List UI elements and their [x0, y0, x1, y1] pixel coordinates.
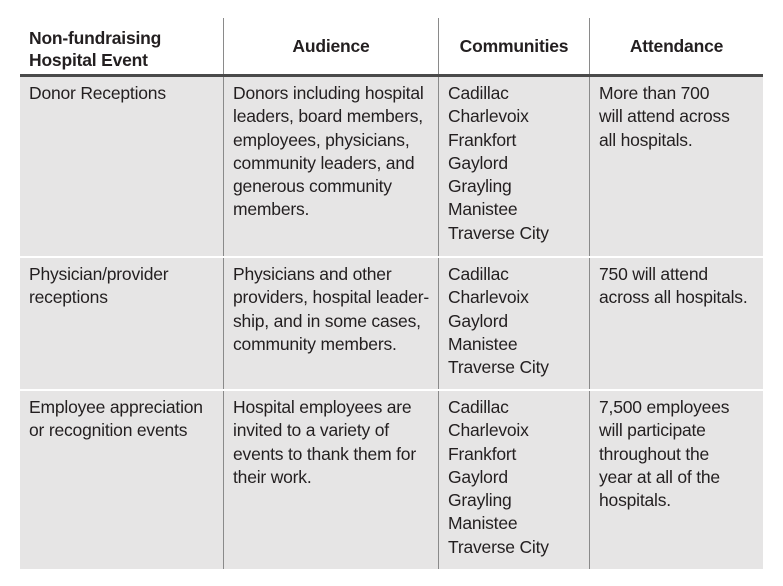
- attendance-line: all hospitals.: [599, 129, 693, 150]
- audience-line: events to thank them for: [233, 443, 416, 464]
- audience-line: employees, physicians,: [233, 129, 410, 150]
- community-item: Manistee: [448, 513, 518, 534]
- table-row: [20, 258, 763, 391]
- audience-cell: [223, 258, 438, 389]
- attendance-cell: [589, 391, 763, 569]
- attendance-cell: [589, 258, 763, 389]
- community-item: Cadillac: [448, 397, 509, 417]
- community-item: Charlevoix: [448, 287, 529, 308]
- audience-line: Hospital employees are: [233, 397, 412, 417]
- attendance-cell: [589, 77, 763, 256]
- audience-line: community members.: [233, 333, 397, 354]
- audience-line: Donors including hospital: [233, 83, 424, 103]
- community-item: Grayling: [448, 490, 512, 511]
- header-attendance: Attendance: [589, 18, 763, 74]
- event-cell: [20, 258, 223, 389]
- community-item: Grayling: [448, 176, 512, 197]
- header-communities: Communities: [438, 18, 589, 74]
- attendance-line: hospitals.: [599, 490, 671, 511]
- communities-cell: [438, 391, 589, 569]
- community-item: Charlevoix: [448, 106, 529, 127]
- community-item: Traverse City: [448, 536, 549, 557]
- audience-cell: [223, 77, 438, 256]
- event-line: Employee appreciation: [29, 397, 203, 417]
- events-table: [20, 18, 763, 571]
- event-line: or recognition events: [29, 420, 188, 441]
- community-item: Gaylord: [448, 466, 508, 487]
- community-item: Cadillac: [448, 83, 509, 103]
- audience-line: ship, and in some cases,: [233, 310, 421, 331]
- audience-line: invited to a variety of: [233, 420, 389, 441]
- table-row: [20, 77, 763, 258]
- community-item: Gaylord: [448, 152, 508, 173]
- table-header-row: [20, 18, 763, 77]
- header-event-line1: Non-fundraising: [29, 28, 162, 48]
- community-item: Frankfort: [448, 443, 517, 464]
- attendance-line: year at all of the: [599, 466, 720, 487]
- audience-line: community leaders, and: [233, 152, 415, 173]
- audience-line: their work.: [233, 466, 312, 487]
- event-line: receptions: [29, 287, 108, 308]
- header-audience: Audience: [223, 18, 438, 74]
- community-item: Manistee: [448, 333, 518, 354]
- attendance-line: across all hospitals.: [599, 287, 748, 308]
- event-cell: [20, 77, 223, 256]
- audience-line: members.: [233, 199, 310, 220]
- community-item: Gaylord: [448, 310, 508, 331]
- attendance-line: 7,500 employees: [599, 397, 730, 417]
- community-item: Frankfort: [448, 129, 517, 150]
- attendance-line: More than 700: [599, 83, 710, 103]
- attendance-line: 750 will attend: [599, 264, 708, 284]
- event-cell: [20, 391, 223, 569]
- attendance-line: will attend across: [599, 106, 730, 127]
- audience-line: providers, hospital leader-: [233, 287, 429, 308]
- attendance-line: will participate: [599, 420, 706, 441]
- community-item: Charlevoix: [448, 420, 529, 441]
- audience-cell: [223, 391, 438, 569]
- header-event: [20, 18, 223, 74]
- audience-line: generous community: [233, 176, 392, 197]
- event-line: Physician/provider: [29, 264, 169, 284]
- community-item: Manistee: [448, 199, 518, 220]
- communities-cell: [438, 77, 589, 256]
- community-item: Cadillac: [448, 264, 509, 284]
- attendance-line: throughout the: [599, 443, 710, 464]
- community-item: Traverse City: [448, 357, 549, 378]
- audience-line: Physicians and other: [233, 264, 392, 284]
- communities-cell: [438, 258, 589, 389]
- audience-line: leaders, board members,: [233, 106, 423, 127]
- header-event-line2: Hospital Event: [29, 50, 148, 70]
- community-item: Traverse City: [448, 222, 549, 243]
- event-line: Donor Receptions: [29, 83, 166, 103]
- table-row: [20, 391, 763, 571]
